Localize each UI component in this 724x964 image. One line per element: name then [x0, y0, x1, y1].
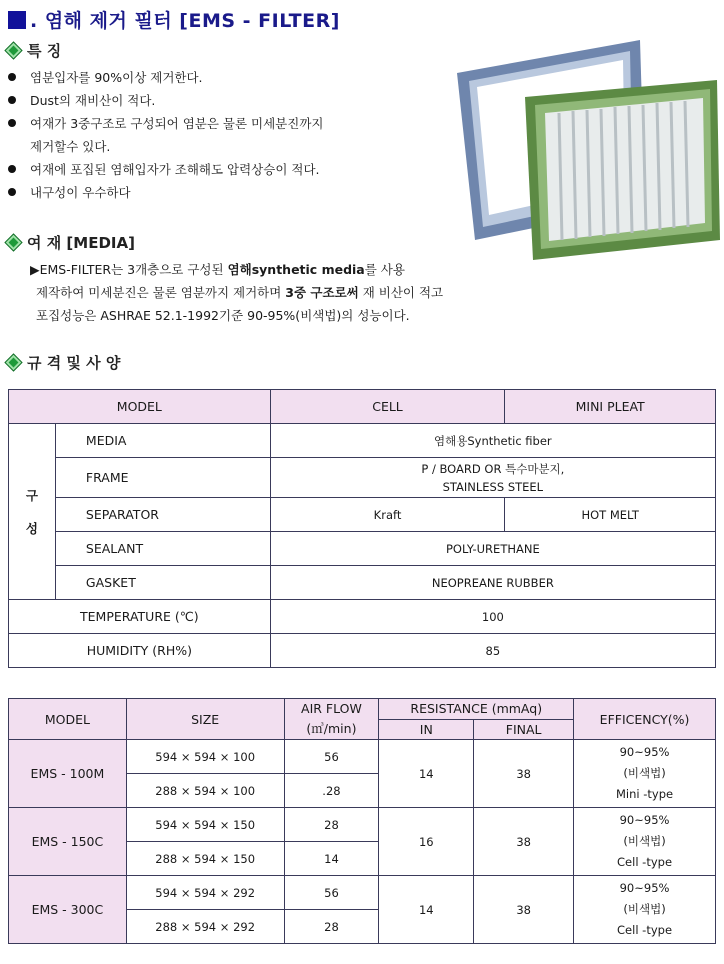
table-header-row: IN FINAL — [9, 719, 716, 740]
list-item: 염분입자를 90%이상 제거한다. — [8, 66, 323, 89]
table-row: EMS - 100M 594 × 594 × 100 56 14 38 90~95% (비색법) Mini -type — [9, 740, 716, 774]
page-title-text: . 염해 제거 필터 [EMS - FILTER] — [30, 10, 340, 32]
media-heading: 여 재 [MEDIA] — [8, 232, 135, 253]
bullet-icon — [8, 73, 16, 81]
spec-table — [8, 389, 716, 668]
table-header-row: MODEL SIZE AIR FLOW (㎥/min) RESISTANCE (mmAq) EFFICENCY(%) — [9, 699, 716, 720]
table-header-row: MODEL CELL MINI PLEAT — [9, 390, 716, 424]
table-row: FRAME P / BOARD OR 특수마분지, STAINLESS STEEL — [9, 458, 716, 498]
diamond-icon — [6, 235, 22, 251]
page-title — [8, 6, 340, 33]
list-item: Dust의 재비산이 적다. — [8, 89, 323, 112]
features-heading: 특 징 — [8, 40, 61, 61]
bullet-icon — [8, 119, 16, 127]
diamond-icon — [6, 355, 22, 371]
features-list — [8, 66, 323, 204]
table-row: 288 × 594 × 150 14 — [9, 842, 716, 876]
table-row: EMS - 300C 594 × 594 × 292 56 14 38 90~95% (비색법) Cell -type — [9, 876, 716, 910]
bullet-icon — [8, 96, 16, 104]
filter-product-image — [455, 35, 724, 260]
list-item: 내구성이 우수하다 — [8, 181, 323, 204]
table-row: GASKET NEOPREANE RUBBER — [9, 566, 716, 600]
composition-label: 구 성 — [9, 424, 56, 600]
media-description: ▶EMS-FILTER는 3개층으로 구성된 염해synthetic media를 사용 제작하여 미세분진은 물론 염분까지 제거하며 3중 구조로써 재 비산이 적고 포집성능은 ASHRAE 52.1-1992기준 90-95%(비색법)의 성능이다. — [30, 262, 444, 323]
table-row: SEPARATOR Kraft HOT MELT — [9, 498, 716, 532]
square-bullet-icon — [8, 11, 26, 29]
table-row: 288 × 594 × 292 28 — [9, 910, 716, 944]
list-item-continuation: 제거할수 있다. — [30, 139, 111, 154]
models-table — [8, 698, 716, 944]
table-row: 288 × 594 × 100 .28 — [9, 774, 716, 808]
diamond-icon — [6, 43, 22, 59]
table-row: EMS - 150C 594 × 594 × 150 28 16 38 90~95% (비색법) Cell -type — [9, 808, 716, 842]
table-row: 구 성 MEDIA 염해용Synthetic fiber — [9, 424, 716, 458]
table-row: TEMPERATURE (℃) 100 — [9, 600, 716, 634]
table-row: HUMIDITY (RH%) 85 — [9, 634, 716, 668]
list-item: 여재에 포집된 염해입자가 조해해도 압력상승이 적다. — [8, 158, 323, 181]
bullet-icon — [8, 188, 16, 196]
spec-heading: 규 격 및 사 양 — [8, 352, 120, 373]
table-row: SEALANT POLY-URETHANE — [9, 532, 716, 566]
bullet-icon — [8, 165, 16, 173]
list-item: 여재가 3중구조로 구성되어 염분은 물론 미세분진까지 — [8, 112, 323, 135]
